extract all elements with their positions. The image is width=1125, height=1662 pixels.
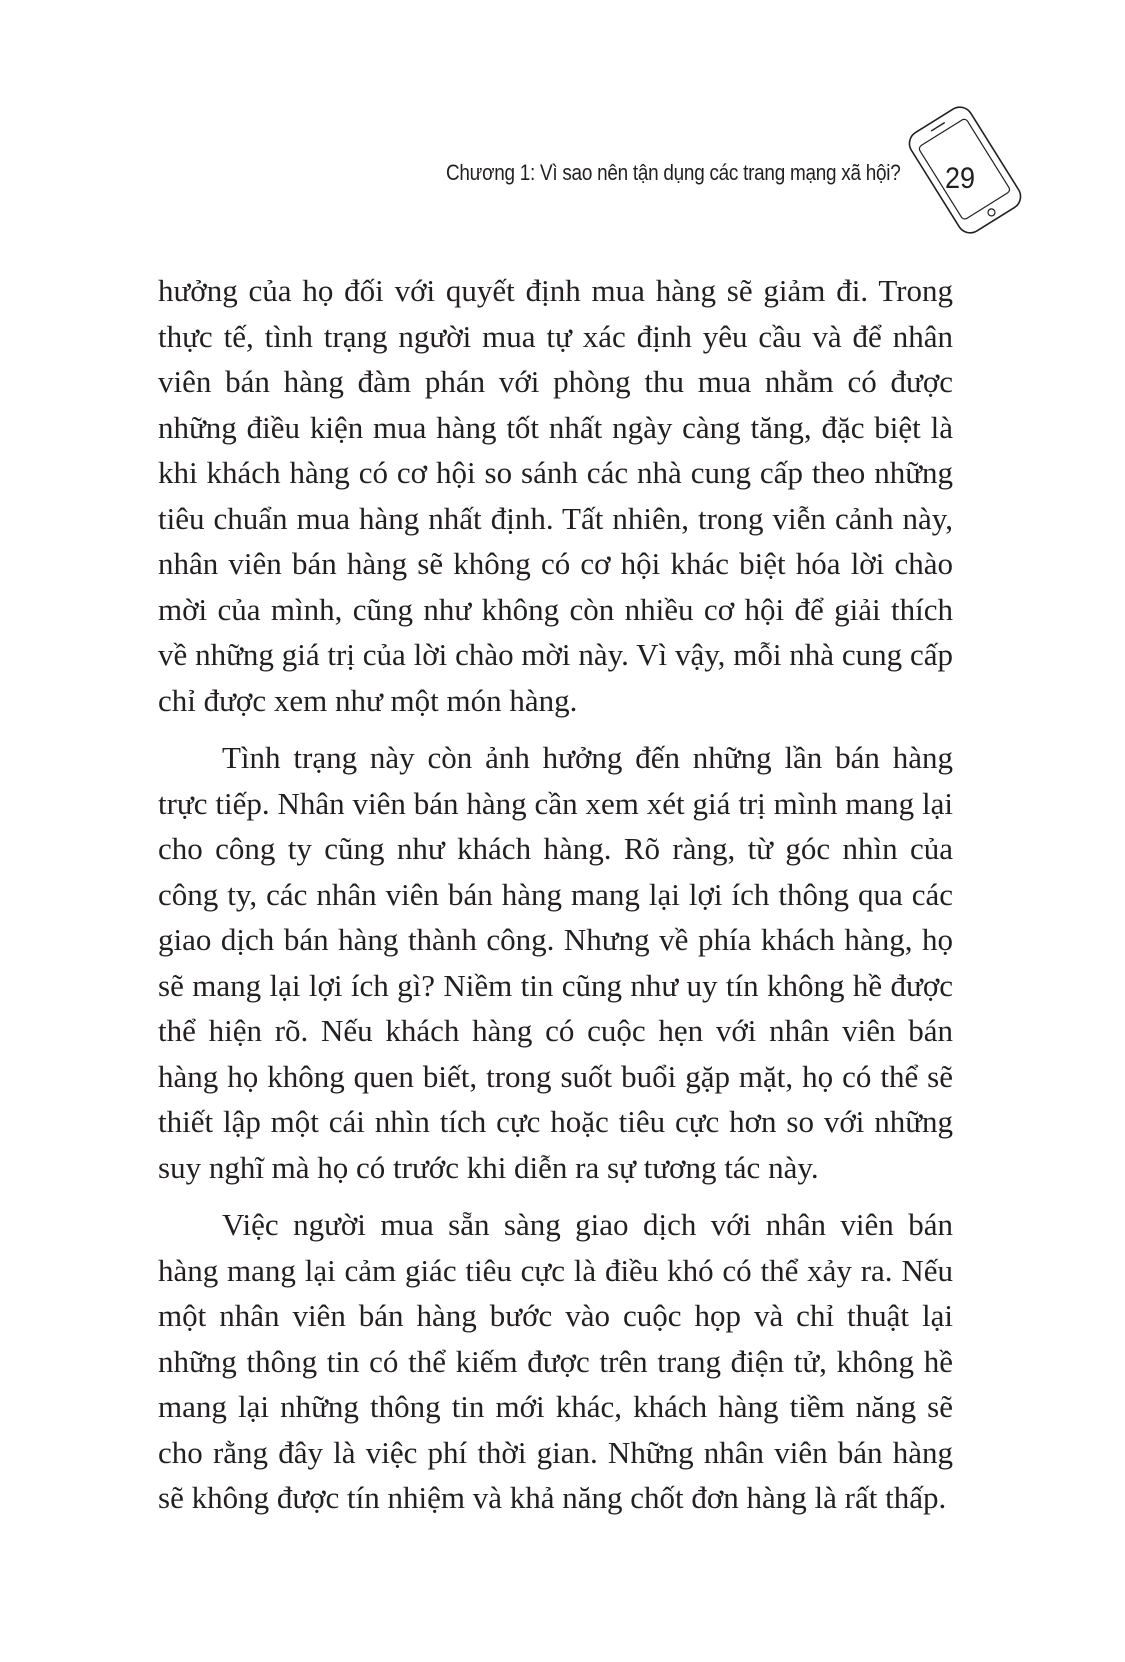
running-head-chapter-title: Chương 1: Vì sao nên tận dụng các trang mạng xã hội? bbox=[445, 160, 900, 185]
paragraph: Việc người mua sẵn sàng giao dịch với nhân viên bán hàng mang lại cảm giác tiêu cực là điều khó có thể xảy ra. Nếu một nhân viên bán hàng bước vào cuộc họp và chỉ thuật lại những thông tin có thể kiếm được trên trang điện tử, không hề mang lại những thông tin mới khác, khách hàng tiềm năng sẽ cho rằng đây là việc phí thời gian. Những nhân viên bán hàng sẽ không được tín nhiệm và khả năng chốt đơn hàng là rất thấp. bbox=[158, 1207, 953, 1515]
paragraph: hưởng của họ đối với quyết định mua hàng sẽ giảm đi. Trong thực tế, tình trạng người mua tự xác định yêu cầu và để nhân viên bán hàng đàm phán với phòng thu mua nhằm có được những điều kiện mua hàng tốt nhất ngày càng tăng, đặc biệt là khi khách hàng có cơ hội so sánh các nhà cung cấp theo những tiêu chuẩn mua hàng nhất định. Tất nhiên, trong viễn cảnh này, nhân viên bán hàng sẽ không có cơ hội khác biệt hóa lời chào mời của mình, cũng như không còn nhiều cơ hội để giải thích về những giá trị của lời chào mời này. Vì vậy, mỗi nhà cung cấp chỉ được xem như một món hàng. bbox=[158, 273, 953, 718]
body-text bbox=[158, 268, 953, 1533]
paragraph: Tình trạng này còn ảnh hưởng đến những lần bán hàng trực tiếp. Nhân viên bán hàng cần xem xét giá trị mình mang lại cho công ty cũng như khách hàng. Rõ ràng, từ góc nhìn của công ty, các nhân viên bán hàng mang lại lợi ích thông qua các giao dịch bán hàng thành công. Nhưng về phía khách hàng, họ sẽ mang lại lợi ích gì? Niềm tin cũng như uy tín không hề được thể hiện rõ. Nếu khách hàng có cuộc hẹn với nhân viên bán hàng họ không quen biết, trong suốt buổi gặp mặt, họ có thể sẽ thiết lập một cái nhìn tích cực hoặc tiêu cực hơn so với những suy nghĩ mà họ có trước khi diễn ra sự tương tác này. bbox=[158, 740, 953, 1185]
page-number: 29 bbox=[944, 162, 976, 195]
